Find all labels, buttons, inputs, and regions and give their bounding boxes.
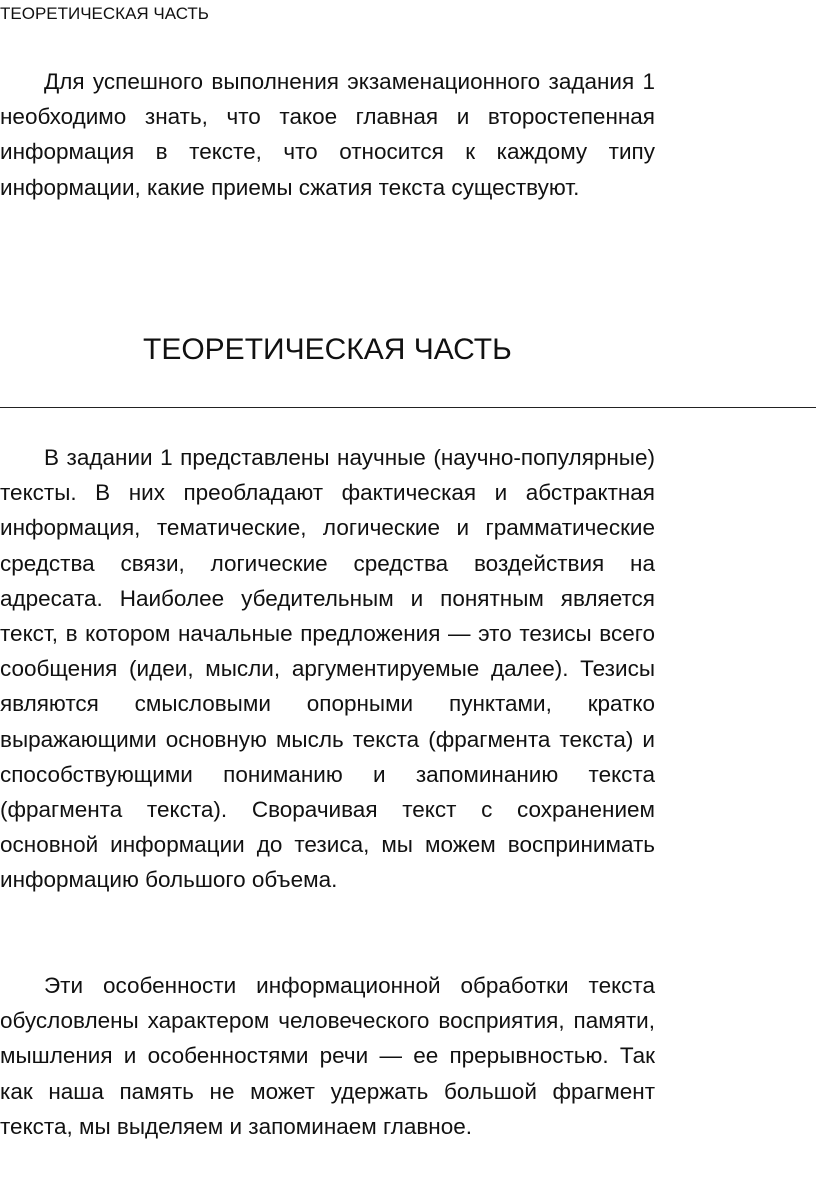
running-header: ТЕОРЕТИЧЕСКАЯ ЧАСТЬ bbox=[0, 4, 209, 23]
section-divider bbox=[0, 407, 816, 408]
body-paragraph-2: Эти особенности информационной обработки текста обусловлены характером человеческого восприятия, памяти, мышления и особенностями речи — ее прерывностью. Так как наша память не может удержать большой фрагмент текста, мы выделяем и запоминаем главное. bbox=[0, 973, 655, 1139]
intro-paragraph: Для успешного выполнения экзаменационного задания 1 необходимо знать, что такое главная и второстепенная информация в тексте, что относится к каждому типу информации, какие приемы сжатия текста существуют. bbox=[0, 69, 655, 200]
body-paragraph-1: В задании 1 представлены научные (научно-популярные) тексты. В них преобладают фактическая и абстрактная информация, тематические, логические и грамматические средства связи, логические средства воздействия на адресата. Наиболее убедительным и понятным является текст, в котором начальные предложения — это тезисы всего сообщения (идеи, мысли, аргументируемые далее). Тезисы являются смысловыми опорными пунктами, кратко выражающими основную мысль текста (фрагмента текста) и способствующими пониманию и запоминанию текста (фрагмента текста). Сворачивая текст с сохранением основной информации до тезиса, мы можем воспринимать информацию большого объема. bbox=[0, 445, 655, 893]
section-title: ТЕОРЕТИЧЕСКАЯ ЧАСТЬ bbox=[143, 333, 512, 366]
